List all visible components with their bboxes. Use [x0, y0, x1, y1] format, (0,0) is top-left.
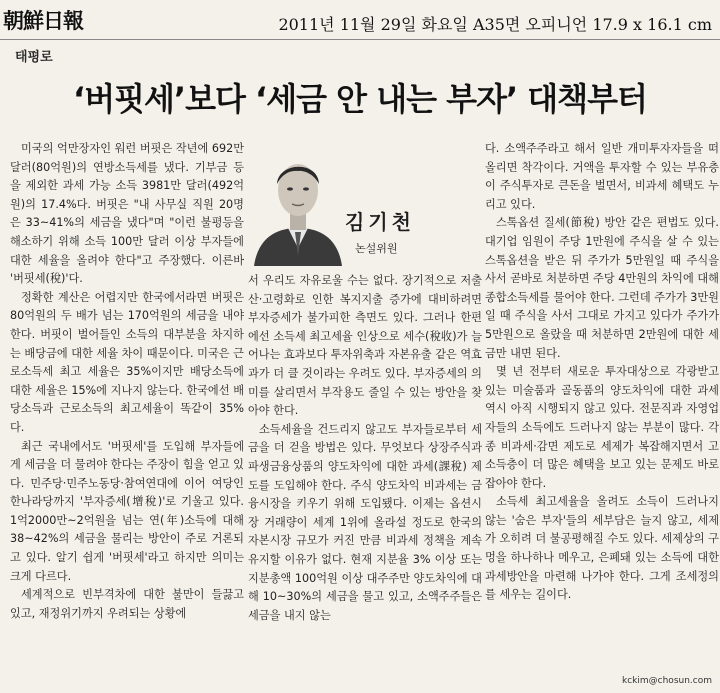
author-title: 논설위원	[355, 242, 398, 255]
article-column-2	[248, 272, 482, 625]
paragraph: 세계적으로 빈부격차에 대한 불만이 들끓고 있고, 재정위기까지 우려되는 상황에	[10, 588, 244, 620]
section-label: 태평로	[15, 50, 53, 65]
paragraph: 미국의 억만장자인 워런 버핏은 작년에 692만달러(80억원)의 연방소득세를 냈다. 기부금 등을 제외한 과세 가능 소득 3981만 달러(492억원)의 17.4%다. 버핏은 "내 사무실 직원 20명은 33~41%의 세금을 냈다"며 "이런 불평등을 해소하기 위해 소득 100만 달러 이상 부자들에 대한 세율을 올려야 한다"고 주장했다. 이른바 '버핏세(稅)'다.	[10, 142, 244, 286]
masthead	[0, 0, 720, 40]
article-column-3	[485, 140, 719, 605]
dateline: 2011년 11월 29일 화요일 A35면 오피니언 17.9 x 16.1 cm	[278, 15, 712, 34]
headline: ‘버핏세’보다 ‘세금 안 내는 부자’ 대책부터	[73, 80, 647, 118]
author-name: 김기천	[345, 210, 415, 234]
paragraph: 소득세율을 건드리지 않고도 부자들로부터 세금을 더 걷을 방법은 있다. 무엇보다 상장주식과 파생금융상품의 양도차익에 대한 과세(課稅) 제도를 도입해야 한다. 주식 양도차익 비과세는 금융시장을 키우기 위해 도입됐다. 이제는 옵션시장 거래량이 세계 1위에 올라설 정도로 한국의 자본시장 규모가 커진 만큼 비과세 정책을 계속 유지할 이유가 없다. 현재 지분율 3% 이상 또는 지분총액 100억원 이상 대주주만 양도차익에 대해 10~30%의 세금을 물고 있고, 소액주주들은 세금을 내지 않는	[248, 422, 482, 622]
author-email: kckim@chosun.com	[622, 676, 712, 686]
newspaper-logo: 朝鮮日報	[3, 8, 83, 33]
paragraph: 몇 년 전부터 새로운 투자대상으로 각광받고 있는 미술품과 골동품의 양도차익에 대한 과세 역시 아직 시행되지 않고 있다. 전문직과 자영업자들의 소득에도 드러나지 않는 부분이 많다. 각종 비과세·감면 제도로 세제가 복잡해지면서 고소득층이 더 많은 혜택을 보고 있는 문제도 바로잡아야 한다.	[485, 365, 719, 490]
paragraph: 정확한 계산은 어렵지만 한국에서라면 버핏은 80억원의 두 배가 넘는 170억원의 세금을 내야 한다. 버핏이 벌어들인 소득의 대부분을 차지하는 배당금에 대한 세율 차이 때문이다. 미국은 근로소득세 최고 세율은 35%이지만 배당소득에 대한 세율은 15%에 지나지 않는다. 한국에선 배당소득과 근로소득의 최고세율이 똑같이 35%다.	[10, 290, 244, 434]
paragraph: 소득세 최고세율을 올려도 소득이 드러나지 않는 '숨은 부자'들의 세부담은 늘지 않고, 세제가 오히려 더 불공평해질 수도 있다. 세제상의 구멍을 하나하나 메우고, 은폐돼 있는 소득에 대한 과세방안을 마련해 나가야 한다. 그게 조세정의를 세우는 길이다.	[485, 495, 719, 602]
article-column-1	[10, 140, 244, 623]
paragraph: 스톡옵션 질세(節稅) 방안 같은 편법도 있다. 대기업 임원이 주당 1만원에 주식을 살 수 있는 스톡옵션을 받은 뒤 주가가 5만원일 때 주식을 사서 곧바로 처분하면 주당 4만원의 차익에 대해 종합소득세를 물어야 한다. 그런데 주가가 3만원일 때 주식을 사서 그대로 가지고 있다가 주가가 5만원으로 올랐을 때 처분하면 2만원에 대한 세금만 내면 된다.	[485, 216, 719, 360]
paragraph: 다. 소액주주라고 해서 일반 개미투자자들을 떠올리면 착각이다. 거액을 투자할 수 있는 부유층이 주식투자로 큰돈을 벌면서, 비과세 혜택도 누리고 있다.	[485, 142, 719, 211]
paragraph: 서 우리도 자유로울 수는 없다. 장기적으로 저출산·고령화로 인한 복지지출 증가에 대비하려면 부자증세가 불가피한 측면도 있다. 그러나 한편에선 소득세 최고세율 인상으로 세수(稅收)가 늘어나는 효과보다 투자위축과 자본유출 같은 역효과가 더 클 것이라는 우려도 있다. 부자증세의 의미를 살리면서 부작용도 줄일 수 있는 방안을 찾아야 한다.	[248, 274, 482, 418]
author-portrait	[248, 140, 348, 266]
masthead-rule	[0, 39, 720, 40]
paragraph: 최근 국내에서도 '버핏세'를 도입해 부자들에게 세금을 더 물려야 한다는 주장이 힘을 얻고 있다. 민주당·민주노동당·참여연대에 이어 여당인 한나라당까지 '부자증세(增稅)'로 기울고 있다. 1억2000만~2억원을 넘는 연(年)소득에 대해 38~42%의 세금을 물리는 방안이 주로 거론되고 있다. 알기 쉽게 '버핏세'라고 하지만 의미는 크게 다르다.	[10, 439, 244, 583]
